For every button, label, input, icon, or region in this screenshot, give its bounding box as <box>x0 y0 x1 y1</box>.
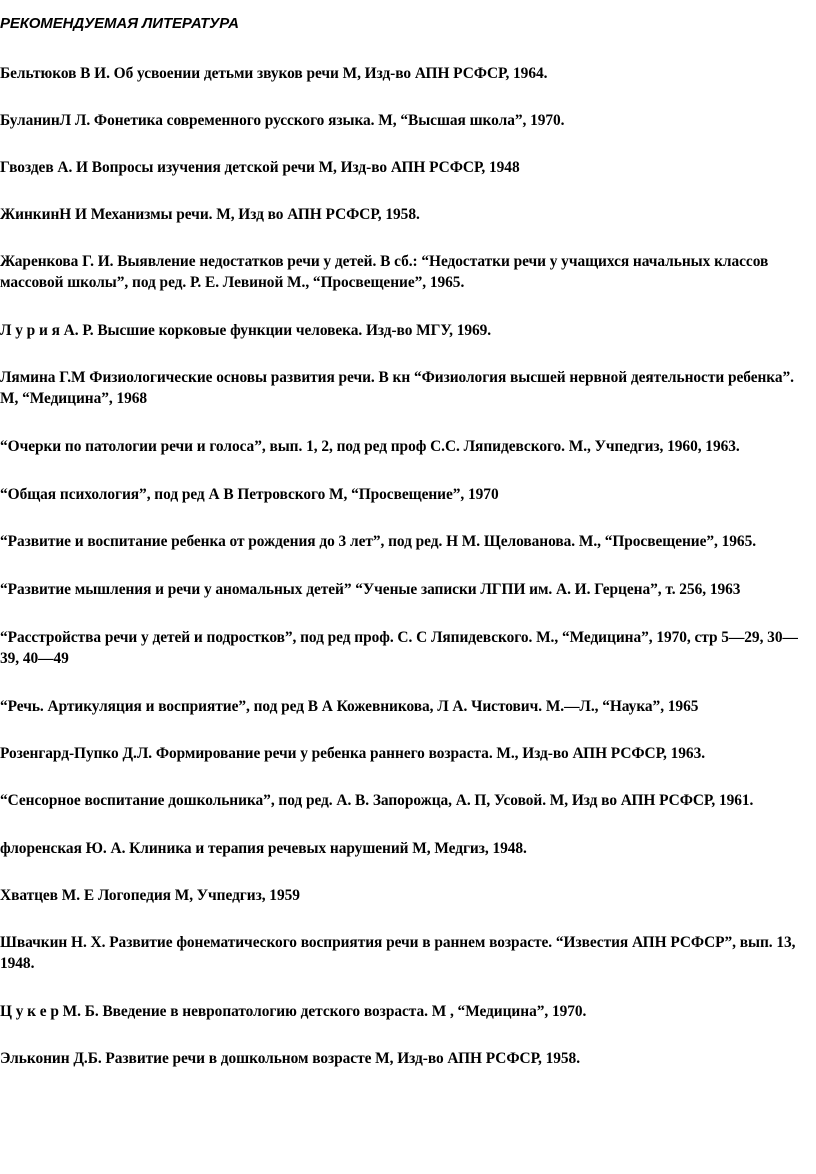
reference-item: БуланинЛ Л. Фонетика современного русского языка. М, “Высшая школа”, 1970. <box>0 112 565 129</box>
reference-item: Л у р и я А. Р. Высшие корковые функции человека. Изд-во МГУ, 1969. <box>0 322 492 339</box>
reference-item: “Сенсорное воспитание дошкольника”, под ред. А. В. Запорожца, А. П, Усовой. М, Изд во АПН РСФСР, 1961. <box>0 792 754 809</box>
reference-item: флоренская Ю. А. Клиника и терапия речевых нарушений М, Медгиз, 1948. <box>0 840 527 857</box>
reference-item: Жаренкова Г. И. Выявление недостатков речи у детей. В сб.: “Недостатки речи у учащихся начальных классов массовой школы”, под ред. Р. Е. Левиной М., “Просвещение”, 1965. <box>0 253 769 291</box>
reference-item: “Речь. Артикуляция и восприятие”, под ред В А Кожевникова, Л А. Чистович. М.—Л., “Наука”, 1965 <box>0 698 699 715</box>
reference-item: Эльконин Д.Б. Развитие речи в дошкольном возрасте М, Изд-во АПН РСФСР, 1958. <box>0 1050 580 1067</box>
page-title: РЕКОМЕНДУЕМАЯ ЛИТЕРАТУРА <box>0 15 239 32</box>
reference-list <box>0 63 812 1069</box>
reference-item: Ц у к е р М. Б. Введение в невропатологию детского возраста. М , “Медицина”, 1970. <box>0 1003 587 1020</box>
reference-item: “Расстройства речи у детей и подростков”, под ред проф. С. С Ляпидевского. М., “Медицина”, 1970, стр 5—29, 30—39, 40—49 <box>0 629 798 667</box>
reference-item: ЖинкинН И Механизмы речи. М, Изд во АПН РСФСР, 1958. <box>0 206 420 223</box>
reference-item: Гвоздев А. И Вопросы изучения детской речи М, Изд-во АПН РСФСР, 1948 <box>0 159 520 176</box>
reference-item: “Развитие и воспитание ребенка от рождения до 3 лет”, под ред. Н М. Щелованова. М., “Просвещение”, 1965. <box>0 533 757 550</box>
reference-item: “Развитие мышления и речи у аномальных детей” “Ученые записки ЛГПИ им. А. И. Герцена”, т. 256, 1963 <box>0 581 741 598</box>
reference-item: Бельтюков В И. Об усвоении детьми звуков речи М, Изд-во АПН РСФСР, 1964. <box>0 65 548 82</box>
reference-item: “Общая психология”, под ред А В Петровского М, “Просвещение”, 1970 <box>0 486 499 503</box>
reference-item: Швачкин Н. Х. Развитие фонематического восприятия речи в раннем возрасте. “Известия АПН РСФСР”, вып. 13, 1948. <box>0 934 796 972</box>
reference-item: Хватцев М. Е Логопедия М, Учпедгиз, 1959 <box>0 887 300 904</box>
reference-item: “Очерки по патологии речи и голоса”, вып. 1, 2, под ред проф С.С. Ляпидевского. М., Учпедгиз, 1960, 1963. <box>0 438 740 455</box>
reference-item: Розенгард-Пупко Д.Л. Формирование речи у ребенка раннего возраста. М., Изд-во АПН РСФСР, 1963. <box>0 745 706 762</box>
reference-item: Лямина Г.М Физиологические основы развития речи. В кн “Физиология высшей нервной деятельности ребенка”. М, “Медицина”, 1968 <box>0 369 794 407</box>
